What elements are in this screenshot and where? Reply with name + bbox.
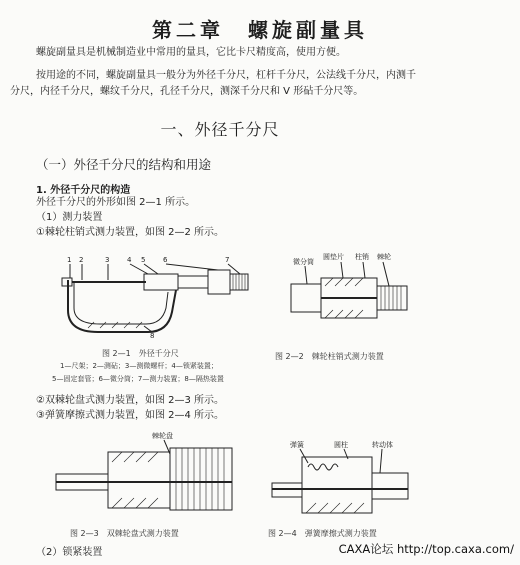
label-1: 1 [67, 256, 72, 264]
subsection-title: （一）外径千分尺的结构和用途 [36, 157, 212, 172]
label-thimble: 微分筒 [293, 258, 314, 266]
thimble-body [291, 284, 321, 312]
body-line-1: 外径千分尺的外形如图 2—1 所示。 [36, 197, 196, 208]
label-pin: 柱销 [355, 253, 369, 261]
ratchet-pin-figure [285, 250, 420, 345]
housing-hatch [112, 452, 158, 508]
label-5: 5 [141, 256, 146, 264]
knob-knurl [381, 286, 401, 310]
fig2-caption: 图 2—2 棘轮柱销式测力装置 [275, 352, 384, 361]
housing-right [170, 448, 232, 510]
label-3: 3 [105, 256, 110, 264]
intro-line-2: 按用途的不同，螺旋副量具一般分为外径千分尺，杠杆千分尺，公法线千分尺，内测千 [36, 70, 416, 81]
label-ratchet-disc: 棘轮盘 [152, 432, 173, 440]
ratchet-knurl [233, 274, 245, 290]
label-cylinder: 圆柱 [334, 441, 348, 449]
label-4: 4 [127, 256, 132, 264]
knob [377, 286, 407, 310]
double-ratchet-figure [52, 428, 242, 520]
spring-coil [308, 464, 338, 470]
label-spring: 弹簧 [290, 441, 304, 449]
label-rotor: 转动体 [372, 441, 393, 449]
intro-line-1: 螺旋副量具是机械制造业中常用的量具，它比卡尺精度高，使用方便。 [36, 47, 346, 58]
site-watermark: CAXA论坛 http://top.caxa.com/ [338, 542, 514, 556]
body-line-2: （1）测力装置 [36, 212, 103, 223]
body-line-5: ③弹簧摩擦式测力装置，如图 2—4 所示。 [36, 410, 225, 421]
heading-construction: 1. 外径千分尺的构造 [36, 185, 131, 196]
spring-friction-figure [268, 437, 418, 522]
section-title: 一、外径千分尺 [160, 120, 280, 139]
body-line-6: （2）锁紧装置 [36, 547, 103, 558]
fig1-legend-1: 1—尺架；2—测砧；3—测微螺杆；4—锁紧装置； [60, 362, 218, 370]
spring-housing-hatch [306, 503, 364, 513]
frame-boss [144, 274, 178, 290]
micrometer-figure [48, 252, 258, 342]
thimble [208, 270, 230, 294]
housing-left [108, 452, 170, 508]
fig4-caption: 图 2—4 弹簧摩擦式测力装置 [268, 529, 377, 538]
frame-insulation-hatch [88, 322, 142, 328]
intro-line-3: 分尺，内径千分尺，螺纹千分尺，孔径千分尺，测深千分尺和 V 形砧千分尺等。 [10, 86, 364, 97]
frame-inner-arc [74, 282, 168, 324]
fig1-legend-2: 5—固定套管；6—微分筒；7—测力装置；8—隔热装置 [52, 375, 224, 383]
label-ratchet: 棘轮 [377, 253, 391, 261]
label-6: 6 [163, 256, 168, 264]
label-2: 2 [79, 256, 84, 264]
body-line-3: ①棘轮柱销式测力装置，如图 2—2 所示。 [36, 227, 225, 238]
chapter-title: 第二章 螺旋副量具 [152, 18, 368, 42]
rotor [372, 473, 408, 499]
body-line-4: ②双棘轮盘式测力装置，如图 2—3 所示。 [36, 395, 225, 406]
fig3-caption: 图 2—3 双棘轮盘式测力装置 [70, 529, 179, 538]
fig1-caption: 图 2—1 外径千分尺 [102, 349, 179, 358]
label-round-washer: 圆垫片 [323, 253, 344, 261]
label-8: 8 [150, 332, 155, 340]
label-7: 7 [225, 256, 230, 264]
knurl-hatch [176, 448, 224, 510]
sleeve [178, 276, 208, 288]
